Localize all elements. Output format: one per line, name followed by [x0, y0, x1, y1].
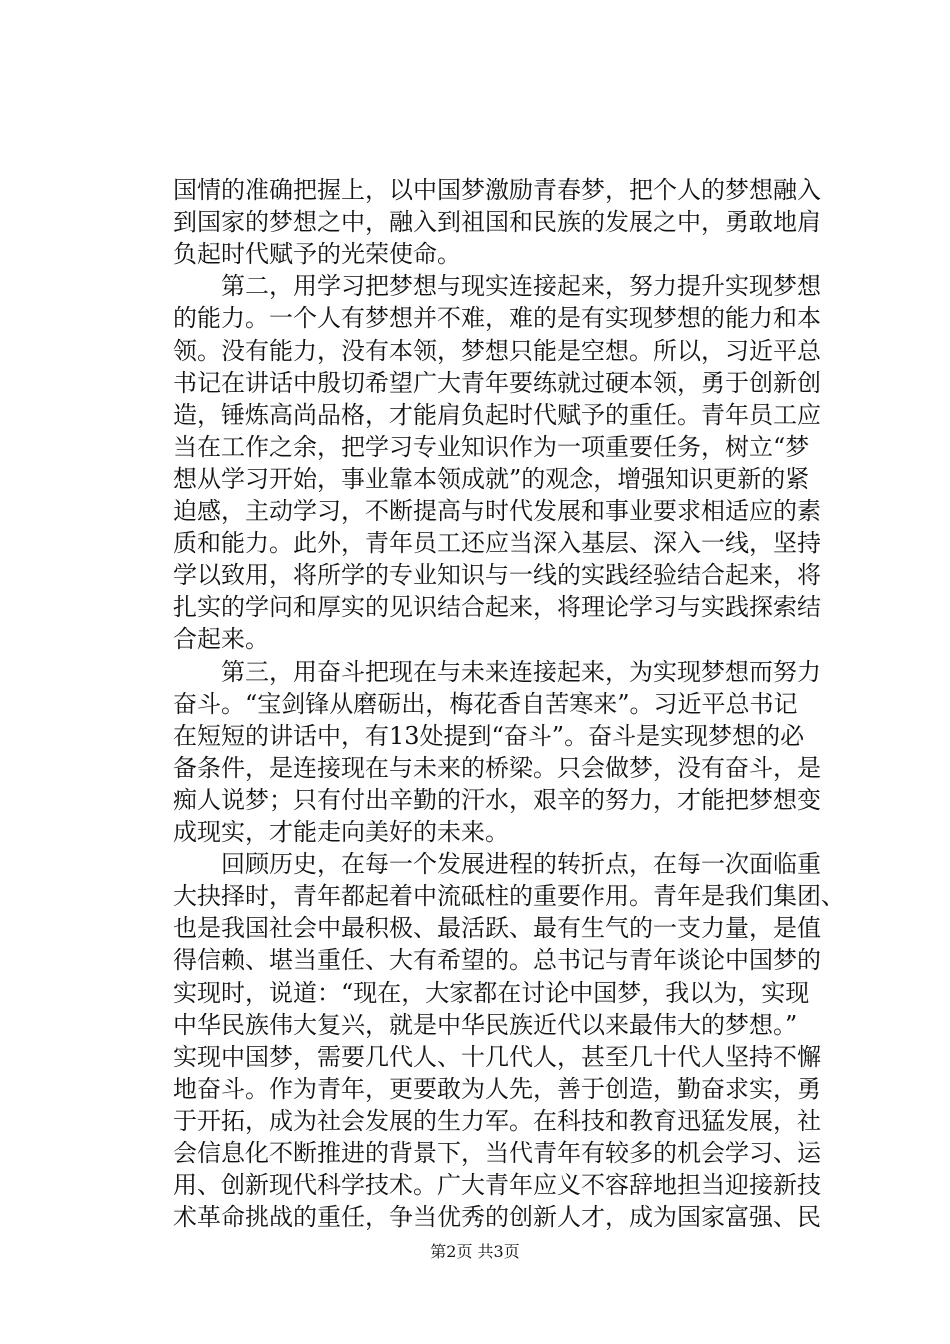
text-line: 想从学习开始，事业靠本领成就”的观念，增强知识更新的紧 [173, 464, 810, 493]
text-line: 第三，用奋斗把现在与未来连接起来，为实现梦想而努力 [173, 657, 821, 686]
text-line: 备条件，是连接现在与未来的桥梁。只会做梦，没有奋斗，是 [173, 753, 821, 782]
text-line: 国情的准确把握上，以中国梦激励青春梦，把个人的梦想融入 [173, 176, 821, 204]
text-line: 术革命挑战的重任，争当优秀的创新人才，成为国家富强、民 [173, 1203, 821, 1232]
text-line: 的能力。一个人有梦想并不难，难的是有实现梦想的能力和本 [173, 304, 821, 333]
text-line: 地奋斗。作为青年，更要敢为人先，善于创造，勤奋求实，勇 [173, 1074, 821, 1103]
text-line: 学以致用，将所学的专业知识与一线的实践经验结合起来，将 [173, 561, 821, 590]
text-line: 回顾历史，在每一个发展进程的转折点，在每一次面临重 [173, 850, 821, 879]
text-line: 痴人说梦；只有付出辛勤的汗水，艰辛的努力，才能把梦想变 [173, 785, 821, 814]
text-line: 合起来。 [173, 625, 269, 654]
text-line: 书记在讲话中殷切希望广大青年要练就过硬本领，勇于创新创 [173, 368, 821, 397]
text-line: 领。没有能力，没有本领，梦想只能是空想。所以，习近平总 [173, 336, 821, 365]
text-line: 奋斗。“宝剑锋从磨砺出，梅花香自苦寒来”。习近平总书记 [173, 689, 798, 718]
text-line: 会信息化不断推进的背景下，当代青年有较多的机会学习、运 [173, 1139, 821, 1167]
text-line: 也是我国社会中最积极、最活跃、最有生气的一支力量，是值 [173, 914, 821, 943]
page-footer: 第2页 共3页 [430, 1242, 520, 1261]
text-line: 扎实的学问和厚实的见识结合起来，将理论学习与实践探索结 [173, 593, 821, 622]
text-line: 实现时，说道：“现在，大家都在讨论中国梦，我以为，实现 [173, 978, 810, 1007]
text-line: 造，锤炼高尚品格，才能肩负起时代赋予的重任。青年员工应 [173, 400, 821, 429]
text-line: 得信赖、堪当重任、大有希望的。总书记与青年谈论中国梦的 [173, 946, 821, 975]
text-line: 于开拓，成为社会发展的生力军。在科技和教育迅猛发展，社 [173, 1106, 821, 1135]
text-line: 在短短的讲话中，有13处提到“奋斗”。奋斗是实现梦想的必 [173, 721, 805, 750]
text-line: 第二，用学习把梦想与现实连接起来，努力提升实现梦想 [173, 272, 821, 301]
text-line: 大抉择时，青年都起着中流砥柱的重要作用。青年是我们集团、 [173, 882, 845, 911]
text-line: 质和能力。此外，青年员工还应当深入基层、深入一线，坚持 [173, 529, 821, 558]
text-line: 负起时代赋予的光荣使命。 [173, 240, 461, 269]
text-line: 到国家的梦想之中，融入到祖国和民族的发展之中，勇敢地肩 [173, 208, 821, 237]
text-line: 实现中国梦，需要几代人、十几代人，甚至几十代人坚持不懈 [173, 1042, 821, 1071]
text-line: 中华民族伟大复兴，就是中华民族近代以来最伟大的梦想。” [173, 1010, 798, 1039]
text-line: 当在工作之余，把学习专业知识作为一项重要任务，树立“梦 [173, 432, 810, 461]
text-line: 迫感，主动学习，不断提高与时代发展和事业要求相适应的素 [173, 497, 821, 525]
text-line: 用、创新现代科学技术。广大青年应义不容辞地担当迎接新技 [173, 1171, 821, 1200]
text-line: 成现实，才能走向美好的未来。 [173, 818, 509, 846]
